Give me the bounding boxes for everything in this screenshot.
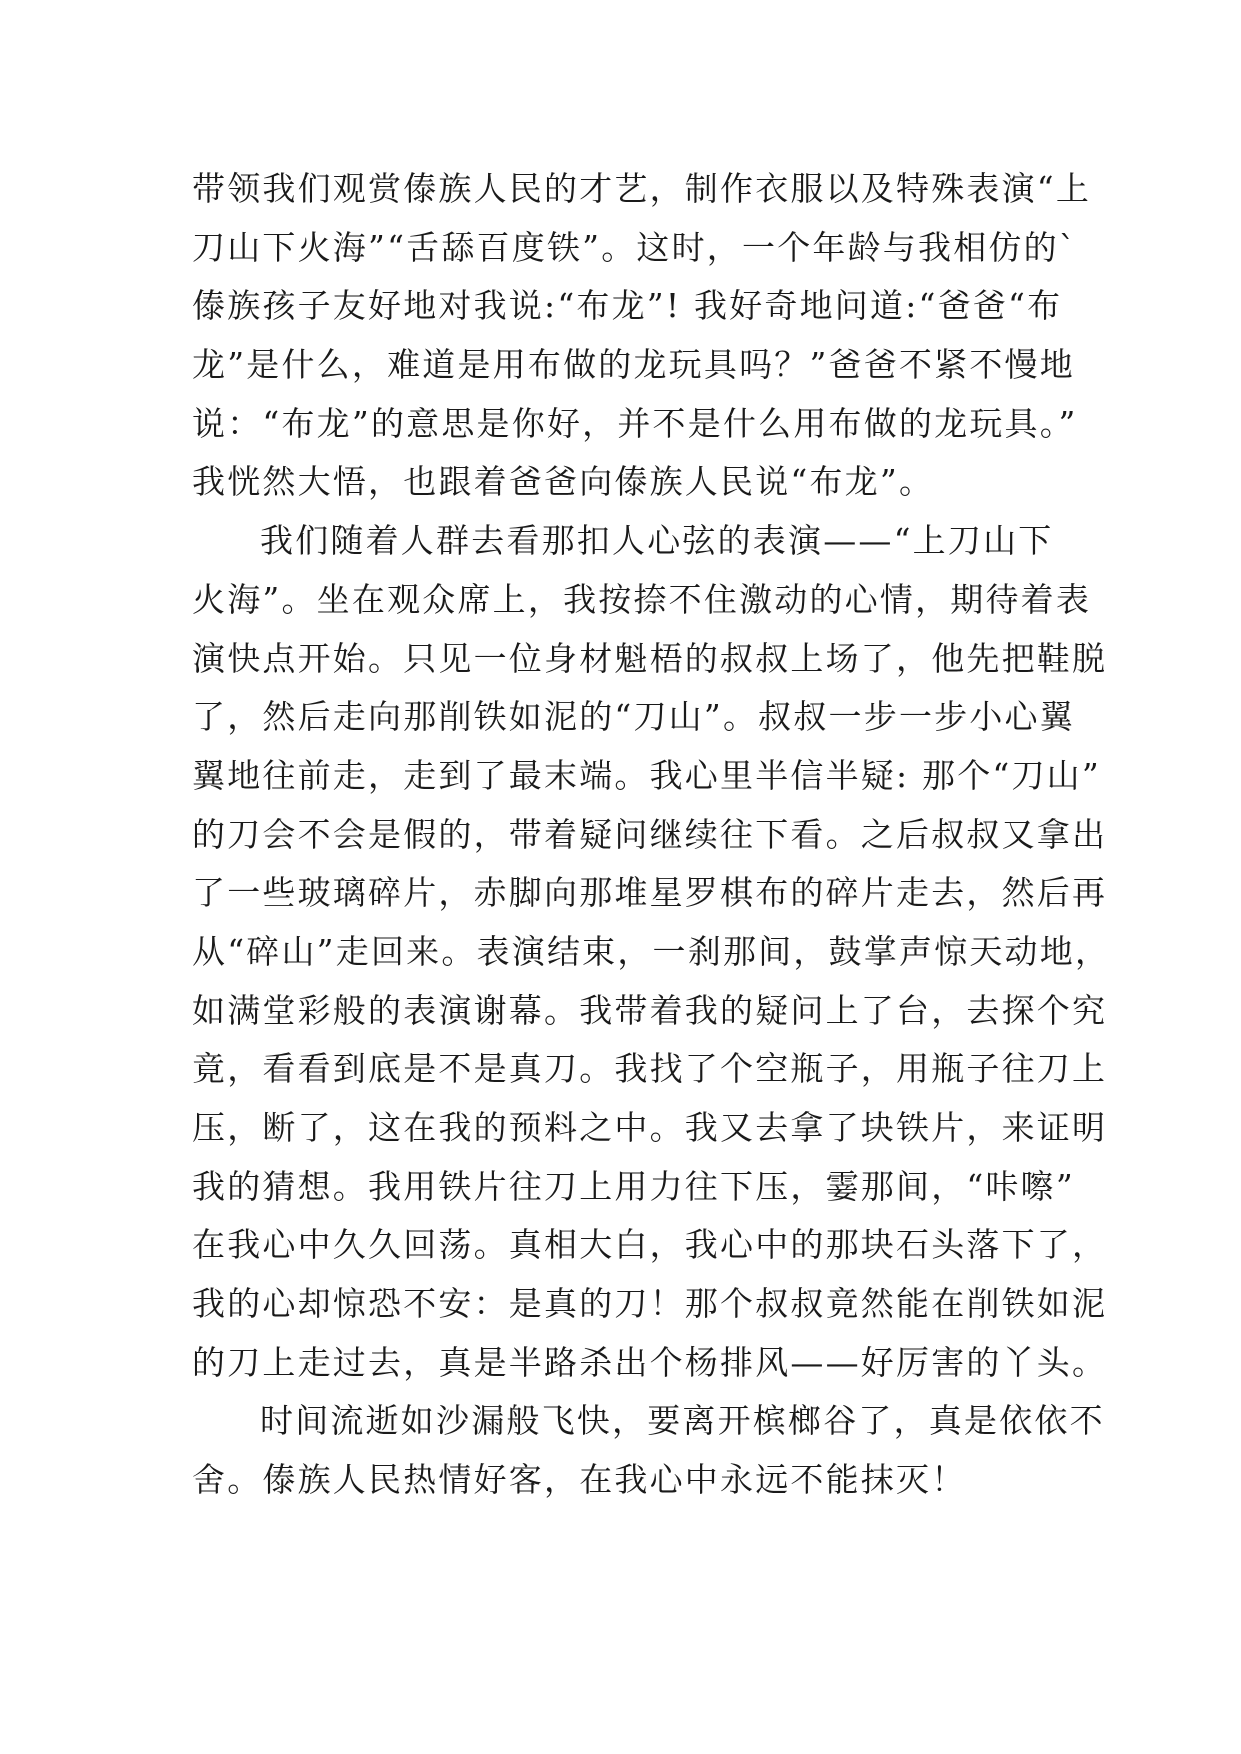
text-line: 竟，看看到底是不是真刀。我找了个空瓶子，用瓶子往刀上 <box>192 1049 1108 1089</box>
text-line: 我的心却惊恐不安：是真的刀！那个叔叔竟然能在削铁如泥 <box>192 1284 1108 1324</box>
text-line: 如满堂彩般的表演谢幕。我带着我的疑问上了台，去探个究 <box>192 990 1108 1030</box>
text-line: 龙”是什么，难道是用布做的龙玩具吗？”爸爸不紧不慢地 <box>192 345 1075 385</box>
text-line: 说：“布龙”的意思是你好，并不是什么用布做的龙玩具。” <box>192 403 1078 443</box>
text-line: 我恍然大悟，也跟着爸爸向傣族人民说“布龙”。 <box>192 462 935 502</box>
paragraph-3 <box>192 1392 1105 1509</box>
text-line: 演快点开始。只见一位身材魁梧的叔叔上场了，他先把鞋脱 <box>192 638 1108 678</box>
text-line: 时间流逝如沙漏般飞快，要离开槟榔谷了，真是依依不 <box>260 1401 1105 1441</box>
text-line: 我们随着人群去看那扣人心弦的表演——“上刀山下 <box>260 521 1054 561</box>
text-line: 了一些玻璃碎片，赤脚向那堆星罗棋布的碎片走去，然后再 <box>192 873 1108 913</box>
text-line: 傣族孩子友好地对我说:“布龙”! 我好奇地问道:“爸爸“布 <box>192 286 1063 326</box>
text-line: 舍。傣族人民热情好客，在我心中永远不能抹灭！ <box>192 1460 967 1500</box>
text-line: 我的猜想。我用铁片往刀上用力往下压，霎那间，“咔嚓” <box>192 1166 1075 1206</box>
text-line: 翼地往前走，走到了最末端。我心里半信半疑: 那个“刀山” <box>192 755 1101 795</box>
essay-body <box>192 160 1111 1510</box>
text-line: 从“碎山”走回来。表演结束，一刹那间，鼓掌声惊天动地， <box>192 931 1111 971</box>
text-line: 的刀上走过去，真是半路杀出个杨排风——好厉害的丫头。 <box>192 1342 1108 1382</box>
text-line: 压，断了，这在我的预料之中。我又去拿了块铁片，来证明 <box>192 1108 1108 1147</box>
text-line: 的刀会不会是假的，带着疑问继续往下看。之后叔叔又拿出 <box>192 814 1108 854</box>
text-line: 带领我们观赏傣族人民的才艺，制作衣服以及特殊表演“上 <box>192 169 1092 208</box>
text-line: 了，然后走向那削铁如泥的“刀山”。叔叔一步一步小心翼 <box>192 697 1075 737</box>
paragraph-2 <box>192 512 1111 1392</box>
text-line: 刀山下火海”“舌舔百度铁”。这时，一个年龄与我相仿的` <box>192 227 1078 267</box>
paragraph-1 <box>192 160 1092 512</box>
text-line: 在我心中久久回荡。真相大白，我心中的那块石头落下了， <box>192 1225 1108 1265</box>
text-line: 火海”。坐在观众席上，我按捺不住激动的心情，期待着表 <box>192 579 1092 619</box>
